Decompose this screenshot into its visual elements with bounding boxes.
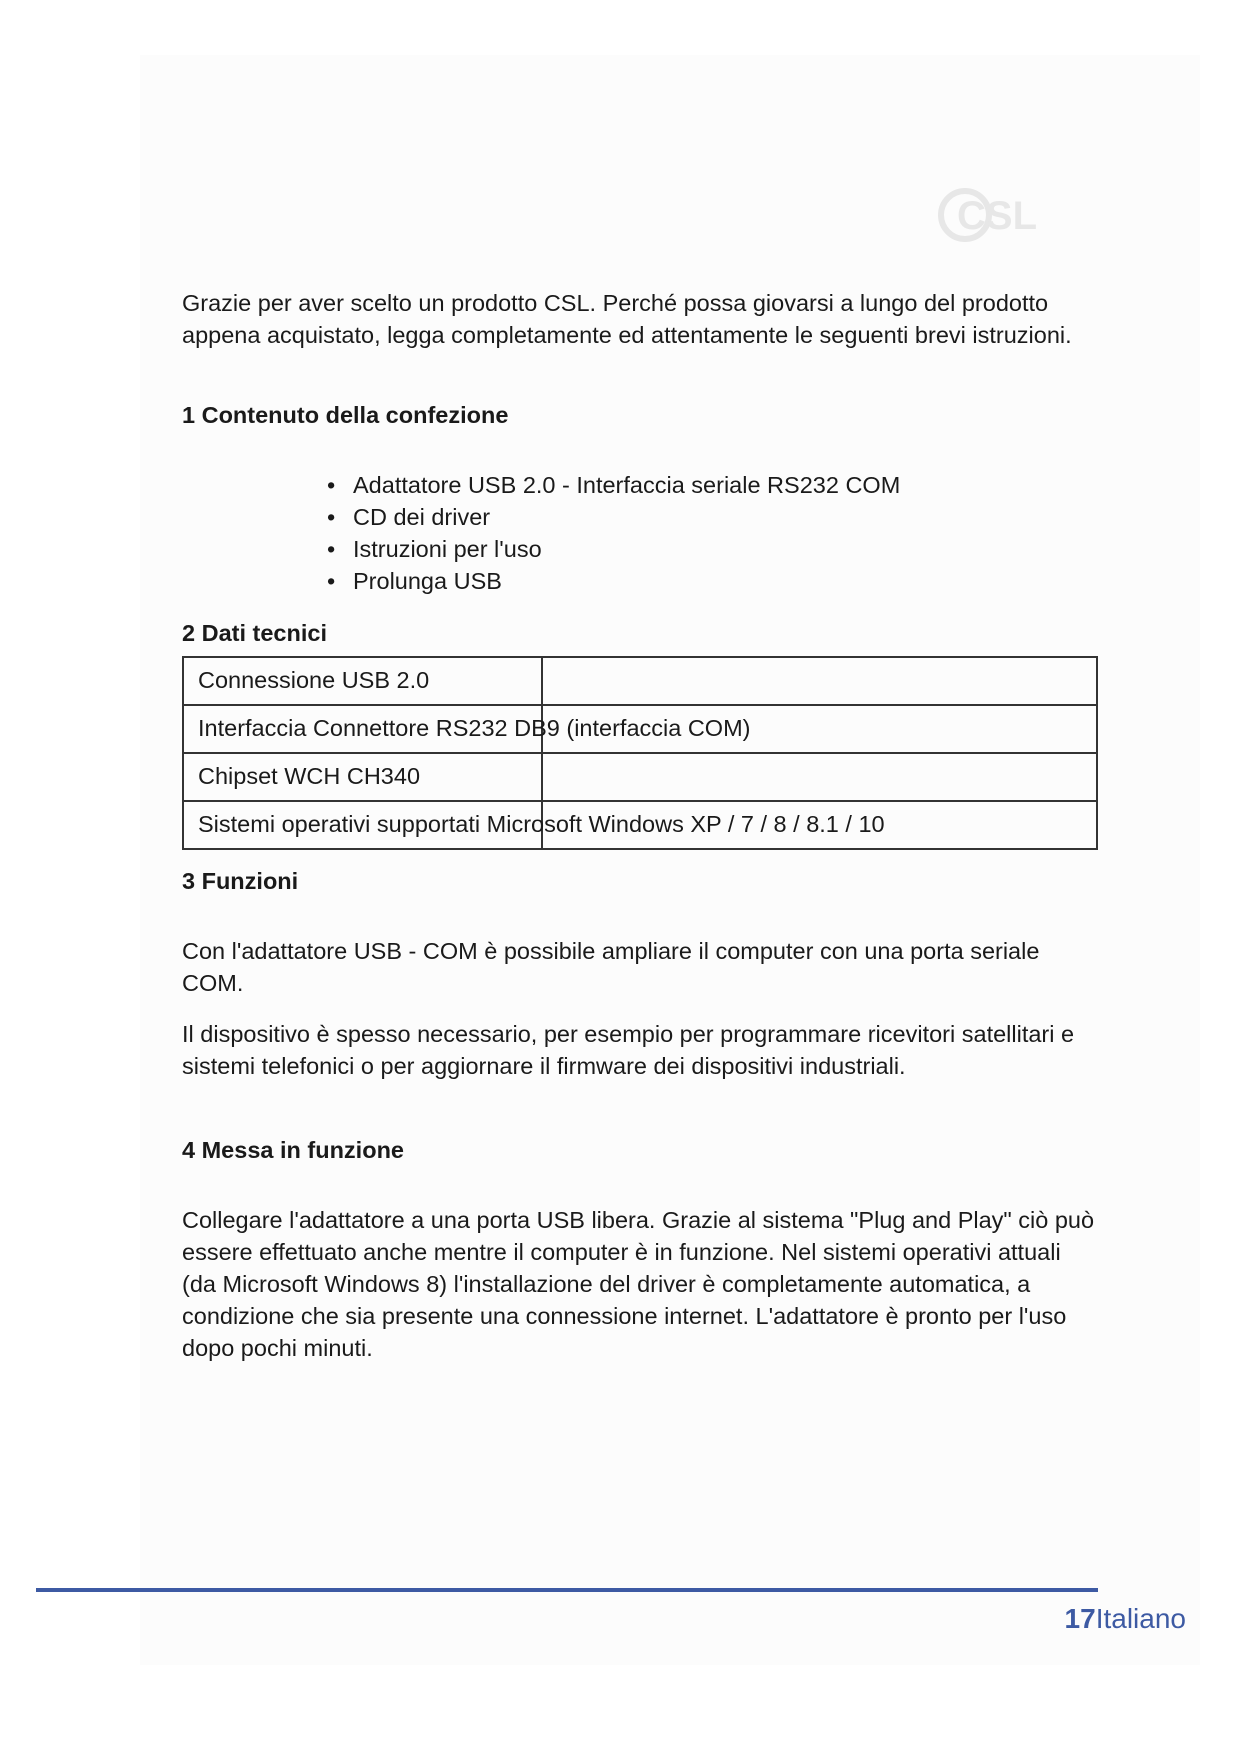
section-heading-setup: 4 Messa in funzione	[182, 1137, 404, 1164]
setup-paragraph: Collegare l'adattatore a una porta USB libera. Grazie al sistema "Plug and Play" ciò può essere effettuato anche mentre il computer è in funzione. Nel sistemi operativi attuali (da Microsoft Windows 8) l'installazione del driver è completamente automatica, a condizione che sia presente una connessione internet. L'adattatore è pronto per l'uso dopo pochi minuti.	[182, 1207, 1095, 1362]
table-row	[183, 753, 1097, 801]
table-cell	[542, 657, 1097, 705]
document-content	[182, 288, 1098, 1365]
list-item: • Istruzioni per l'uso	[327, 534, 1098, 566]
table-row	[183, 657, 1097, 705]
logo-text: CSL	[957, 194, 1037, 238]
table-cell	[542, 753, 1097, 801]
page-number: 17	[1064, 1603, 1096, 1634]
bullet-icon: •	[327, 503, 336, 530]
functions-paragraph-1: Con l'adattatore USB - COM è possibile ampliare il computer con una porta seriale COM.	[182, 937, 1040, 996]
footer-language: Italiano	[1095, 1603, 1186, 1634]
page-footer	[1065, 1603, 1186, 1635]
section-heading-tech-data: 2 Dati tecnici	[182, 619, 327, 646]
section-heading-functions: 3 Funzioni	[182, 867, 299, 894]
table-row	[183, 801, 1097, 849]
table-cell: Connessione USB 2.0	[183, 657, 542, 705]
bullet-icon: •	[327, 567, 336, 594]
table-cell: Sistemi operativi supportati Microsoft Windows XP / 7 / 8 / 8.1 / 10	[183, 801, 542, 849]
table-cell: Chipset WCH CH340	[183, 753, 542, 801]
csl-logo	[935, 175, 1075, 255]
bullet-icon: •	[327, 471, 336, 498]
table-row	[183, 705, 1097, 753]
section-heading-contents: 1 Contenuto della confezione	[182, 401, 509, 428]
list-item: • Adattatore USB 2.0 - Interfaccia seriale RS232 COM	[327, 470, 1098, 502]
bullet-icon: •	[327, 535, 336, 562]
functions-paragraph-2: Il dispositivo è spesso necessario, per esempio per programmare ricevitori satellitari e sistemi telefonici o per aggiornare il firmware dei dispositivi industriali.	[182, 1021, 1075, 1080]
list-item: • CD dei driver	[327, 502, 1098, 534]
table-cell: Interfaccia Connettore RS232 DB9 (interfaccia COM)	[183, 705, 542, 753]
list-item: • Prolunga USB	[327, 566, 1098, 598]
footer-divider	[36, 1588, 1098, 1592]
package-contents-list	[182, 470, 1098, 598]
tech-data-table	[182, 656, 1098, 850]
intro-paragraph: Grazie per aver scelto un prodotto CSL. Perché possa giovarsi a lungo del prodotto appena acquistato, legga completamente ed attentamente le seguenti brevi istruzioni.	[182, 290, 1072, 348]
